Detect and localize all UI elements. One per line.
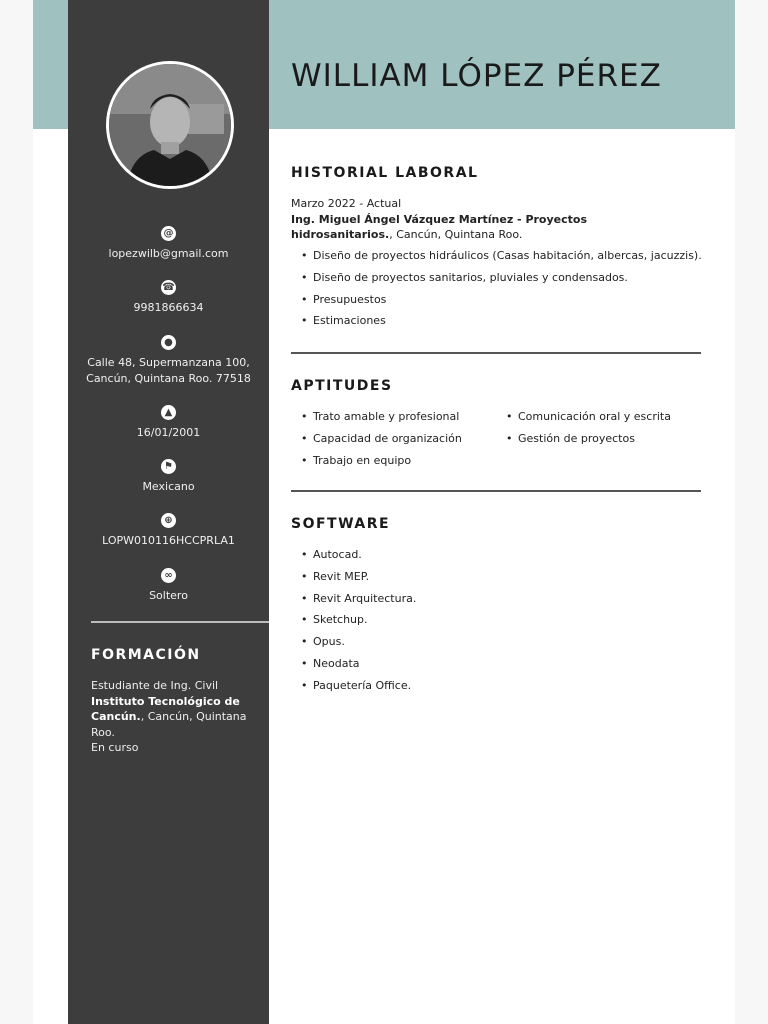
list-item: • Comunicación oral y escrita [496, 409, 671, 431]
education-status: En curso [91, 741, 139, 754]
work-duties-list [291, 248, 702, 335]
list-item: • Autocad. [291, 547, 416, 569]
list-item: • Paquetería Office. [291, 678, 416, 700]
sidebar [68, 0, 269, 1024]
phone-icon: ☎ [162, 282, 175, 293]
work-history-title: HISTORIAL LABORAL [291, 165, 479, 181]
list-item: • Opus. [291, 634, 416, 656]
contact-phone[interactable] [68, 280, 269, 316]
contact-marital-status [68, 568, 269, 604]
sidebar-divider [91, 621, 269, 623]
skills-list-left [291, 409, 462, 474]
software-title: SOFTWARE [291, 516, 391, 532]
list-item: • Sketchup. [291, 612, 416, 634]
birthday-cake-icon: ▲ [161, 405, 176, 420]
contact-email[interactable] [68, 226, 269, 262]
contact-address [68, 335, 269, 387]
contact-curp [68, 513, 269, 549]
skills-title: APTITUDES [291, 378, 393, 394]
section-divider [291, 490, 701, 492]
candidate-name: WILLIAM LÓPEZ PÉREZ [291, 58, 662, 94]
list-item: • Diseño de proyectos hidráulicos (Casas habitación, albercas, jacuzzis). [291, 248, 702, 270]
rings-icon: ∞ [161, 568, 176, 583]
nationality-text: Mexicano [142, 480, 195, 493]
list-item: • Presupuestos [291, 292, 702, 314]
list-item: • Capacidad de organización [291, 431, 462, 453]
education-institution: Instituto Tecnológico de Cancún. [91, 694, 240, 723]
location-icon: ● [161, 335, 176, 350]
at-icon: @ [161, 226, 176, 241]
education-degree: Estudiante de Ing. Civil [91, 679, 219, 692]
skills-list-right [496, 409, 671, 453]
list-item: • Neodata [291, 656, 416, 678]
education-institution-line [91, 694, 251, 741]
education-title: FORMACIÓN [91, 647, 201, 663]
contact-birthdate [68, 405, 269, 441]
list-item: • Estimaciones [291, 313, 702, 335]
work-employer-line [291, 212, 691, 243]
list-item: • Trato amable y profesional [291, 409, 462, 431]
profile-photo [106, 61, 234, 189]
address-text: Calle 48, Supermanzana 100, Cancún, Quintana Roo. 77518 [86, 356, 251, 385]
work-entry-header [291, 196, 691, 243]
list-item: • Diseño de proyectos sanitarios, pluviales y condensados. [291, 270, 702, 292]
education-location: , Cancún, Quintana Roo. [91, 710, 247, 739]
work-date: Marzo 2022 - Actual [291, 197, 402, 210]
contact-nationality [68, 459, 269, 495]
marital-status-text: Soltero [149, 589, 188, 602]
software-list [291, 547, 416, 700]
birthdate-text: 16/01/2001 [136, 426, 201, 439]
list-item: • Gestión de proyectos [496, 431, 671, 453]
list-item: • Revit Arquitectura. [291, 591, 416, 613]
list-item: • Revit MEP. [291, 569, 416, 591]
flag-icon: ⚑ [161, 459, 176, 474]
work-location: , Cancún, Quintana Roo. [389, 228, 523, 241]
email-text: lopezwilb@gmail.com [108, 247, 229, 260]
education-block [91, 678, 251, 756]
globe-icon: ⊕ [161, 513, 176, 528]
list-item: • Trabajo en equipo [291, 453, 462, 475]
work-employer: Ing. Miguel Ángel Vázquez Martínez - Proyectos hidrosanitarios. [291, 212, 588, 241]
section-divider [291, 352, 701, 354]
phone-text: 9981866634 [133, 301, 204, 314]
curp-text: LOPW010116HCCPRLA1 [102, 534, 235, 547]
